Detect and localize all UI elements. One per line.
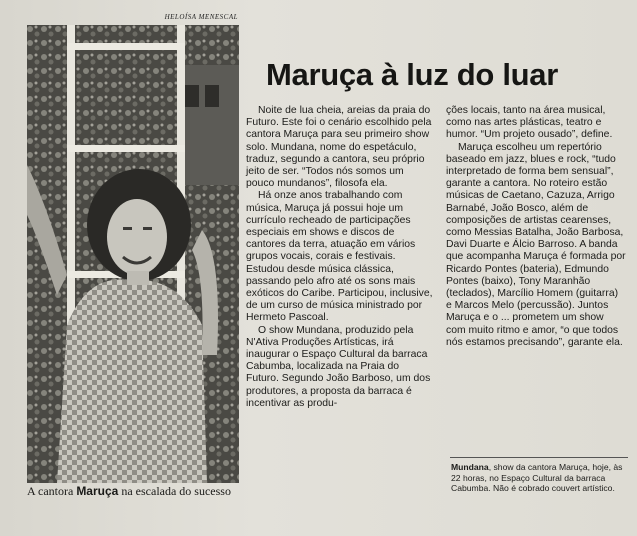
photo-caption xyxy=(27,484,241,498)
event-note xyxy=(451,462,629,494)
article-column-1 xyxy=(246,105,434,410)
paragraph: Há onze anos trabalhando com música, Maruça já possui hoje um currículo recheado de participações especiais em shows e discos de cantores da terra, atuação em vários grupos vocais, corais e festivais. Estudou desde música clássica, passando pelo afro até os sons mais exóticos do Caribe. Participou, inclusive, de um curso de música ministrado por Hermeto Pascoal. xyxy=(246,190,433,324)
divider xyxy=(450,457,628,458)
article-column-2 xyxy=(446,105,626,349)
paragraph: O show Mundana, produzido pela N'Ativa Produções Artísticas, irá inaugurar o Espaço Cultural da barraca Cabumba, localizada na Praia do Futuro. Segundo João Barboso, um dos produtores, a proposta da barraca é incentivar as produ- xyxy=(246,324,431,409)
caption-name: Maruça xyxy=(76,484,119,498)
photo-illustration xyxy=(27,25,239,483)
caption-text-before: A cantora xyxy=(27,484,77,498)
event-note-text: , show da cantora Maruça, hoje, às 22 horas, no Espaço Cultural da barraca Cabumba. Não é cobrado couvert artístico. xyxy=(451,462,623,494)
paragraph: Noite de lua cheia, areias da praia do Futuro. Este foi o cenário escolhido pela cantora Maruça para seu primeiro show solo. Mundana, nome do espetáculo, traduz, segundo a cantora, seu próprio jeito de ser. “Todos nós somos um pouco mundanos”, filosofa ela. xyxy=(246,105,432,190)
paragraph: Maruça escolheu um repertório baseado em jazz, blues e rock, “tudo interpretado de forma bem sensual”, garante a cantora. No roteiro estão músicas de Caetano, Cazuza, Arrigo Barnabé, João Bosco, além de composições de artistas cearenses, como Messias Batalha, João Barbosa, Davi Duarte e Álcio Barroso. A banda que acompanha Maruça é formada por Ricardo Pontes (bateria), Edmundo Pontes (baixo), Tony Maranhão (teclados), Marcílio Homem (guitarra) e Marcos Melo (percussão). Juntos Maruça e o ... prometem um show com muito ritmo e amor, “o que todos nós estamos precisando”, garante ela. xyxy=(446,141,626,348)
photo-singer-on-ladder xyxy=(27,25,239,483)
event-note-lead: Mundana xyxy=(451,462,489,472)
caption-text-after: na escalada do sucesso xyxy=(118,484,231,498)
paragraph: ções locais, tanto na área musical, como nas artes plásticas, teatro e humor. “Um projeto ousado”, define. xyxy=(446,105,613,141)
headline: Maruça à luz do luar xyxy=(266,57,559,92)
photo-credit: HELOÍSA MENESCAL xyxy=(164,13,238,21)
